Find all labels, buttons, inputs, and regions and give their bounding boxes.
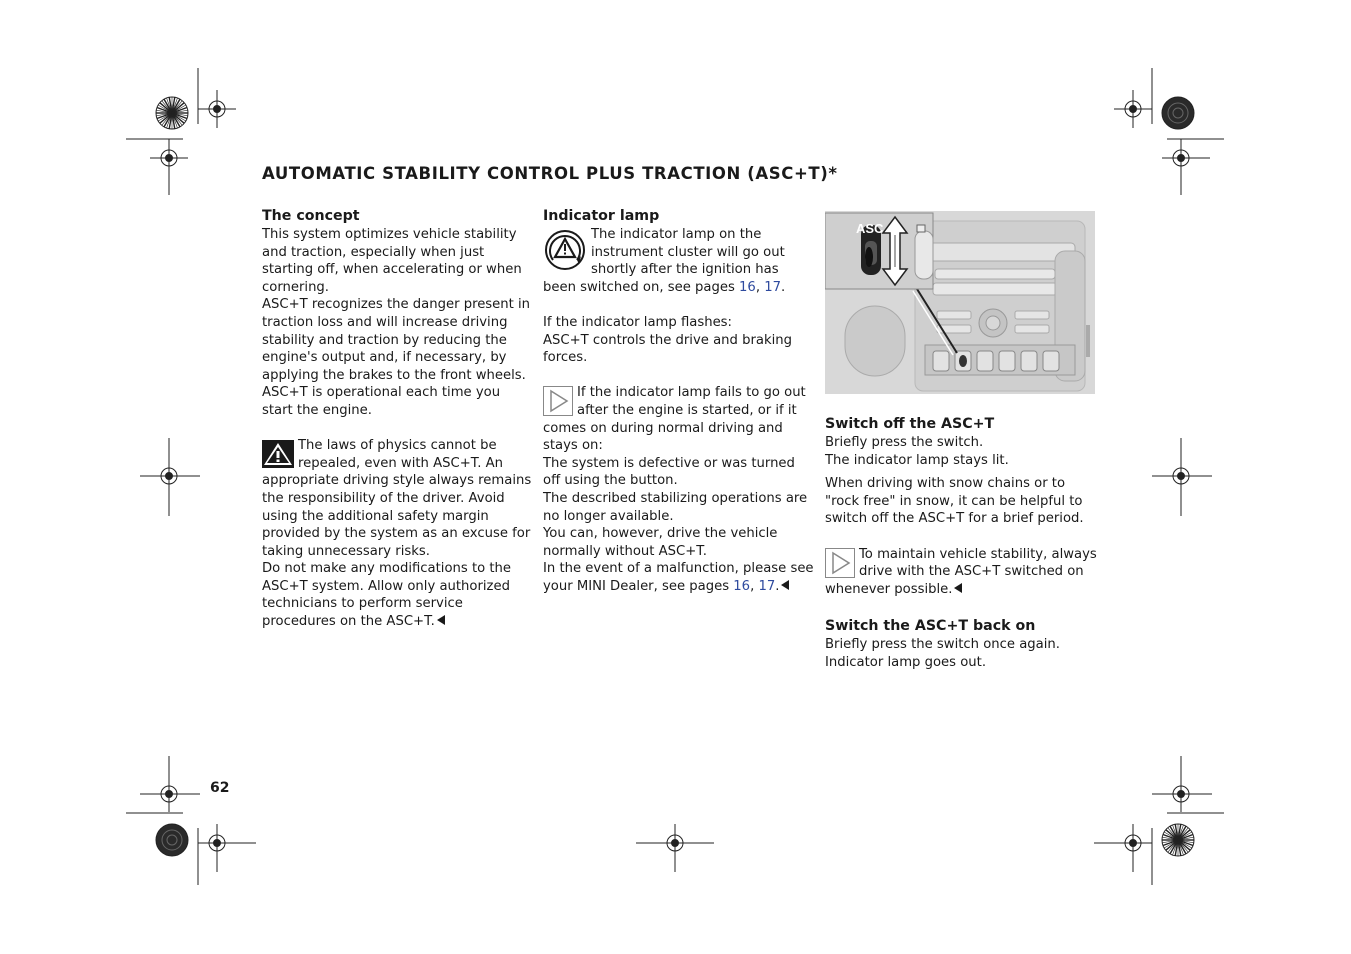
end-marker-icon bbox=[437, 615, 445, 625]
switch-off-step: Briefly press the switch. bbox=[825, 435, 984, 450]
warning-text: Do not make any modifications to the ASC+T system. Allow only authorized technicians to perform service procedures on the ASC+T. bbox=[262, 561, 512, 630]
dashboard-photo bbox=[825, 211, 1095, 394]
registration-target-icon bbox=[150, 139, 188, 177]
indicator-section bbox=[543, 206, 815, 595]
starburst-target-icon bbox=[155, 823, 189, 857]
asc-switch-illustration bbox=[825, 211, 1095, 394]
switch-off-step: The indicator lamp stays lit. bbox=[825, 452, 1009, 468]
registration-target-icon bbox=[1094, 824, 1152, 872]
switch-on-heading: Switch the ASC+T back on bbox=[825, 617, 1036, 634]
separator-text: , bbox=[755, 279, 765, 295]
registration-target-icon bbox=[1114, 90, 1152, 128]
switch-off-section bbox=[825, 414, 1100, 671]
registration-target-icon bbox=[140, 438, 200, 516]
indicator-text: The indicator lamp on the instrument cluster will go out shortly after the ignition has been switched on, see pages bbox=[543, 227, 785, 295]
note-text: In the event of a malfunction, please see your MINI Dealer, see pages bbox=[543, 561, 814, 594]
note-text: The described stabilizing operations are no longer available. bbox=[543, 490, 808, 524]
page-link[interactable]: 17 bbox=[764, 279, 781, 295]
note-text: To maintain vehicle stability, always drive with the ASC+T switched on whenever possible. bbox=[825, 546, 1097, 597]
note-block bbox=[543, 384, 815, 595]
registration-target-icon bbox=[140, 756, 200, 812]
registration-target-icon bbox=[1152, 438, 1212, 516]
switch-off-paragraph: When driving with snow chains or to "rock free" in snow, it can be helpful to switch off the ASC+T for a brief period. bbox=[825, 476, 1084, 527]
note-triangle-icon bbox=[543, 386, 573, 416]
indicator-intro bbox=[543, 226, 815, 296]
concept-heading: The concept bbox=[262, 208, 360, 224]
page-link[interactable]: 16 bbox=[733, 578, 751, 594]
asc-label: ASC bbox=[856, 221, 884, 236]
note-triangle-icon bbox=[825, 548, 855, 578]
indicator-flash-text: ASC+T controls the drive and braking forces. bbox=[543, 332, 792, 366]
registration-target-icon bbox=[636, 824, 714, 872]
registration-target-icon bbox=[1162, 139, 1200, 177]
note-text: The system is defective or was turned off using the button. bbox=[543, 455, 795, 489]
separator-text: , bbox=[750, 578, 759, 594]
period-text: . bbox=[775, 578, 780, 594]
page-link[interactable]: 16 bbox=[739, 279, 756, 295]
end-marker-icon bbox=[781, 580, 789, 590]
registration-target-icon bbox=[198, 90, 236, 128]
switch-on-step: Briefly press the switch once again. bbox=[825, 636, 1060, 652]
indicator-flash-intro: If the indicator lamp flashes: bbox=[543, 314, 732, 330]
starburst-target-icon bbox=[1161, 96, 1195, 130]
switch-off-heading: Switch off the ASC+T bbox=[825, 416, 995, 432]
starburst-target-icon bbox=[1161, 823, 1195, 857]
indicator-heading: Indicator lamp bbox=[543, 208, 660, 224]
warning-text: The laws of physics cannot be repealed, even with ASC+T. An appropriate driving style always remains the responsibility of the driver. Avoid using the additional safety margin provided by the system as an excuse for taking unnecessary risks. bbox=[262, 438, 532, 559]
warning-note bbox=[262, 437, 534, 631]
period-text: . bbox=[780, 279, 786, 295]
page-link[interactable]: 17 bbox=[758, 578, 776, 594]
page-title: AUTOMATIC STABILITY CONTROL PLUS TRACTION (ASC+T)* bbox=[262, 164, 838, 183]
concept-paragraph: This system optimizes vehicle stability and traction, especially when just starting off, when accelerating or when cornering. bbox=[262, 227, 522, 295]
switch-on-step: Indicator lamp goes out. bbox=[825, 654, 987, 670]
note-block bbox=[825, 546, 1100, 599]
concept-section bbox=[262, 206, 534, 631]
page-number: 62 bbox=[210, 780, 230, 796]
registration-target-icon bbox=[198, 824, 256, 872]
starburst-target-icon bbox=[155, 96, 189, 130]
warning-triangle-icon bbox=[262, 440, 294, 468]
registration-target-icon bbox=[1152, 756, 1212, 812]
asc-indicator-lamp-icon bbox=[543, 228, 587, 272]
note-text: You can, however, drive the vehicle normally without ASC+T. bbox=[543, 526, 778, 559]
concept-paragraph: ASC+T recognizes the danger present in traction loss and will increase driving stability and traction by reducing the engine's output and, if necessary, by applying the brakes to the front wheels. ASC+T is operational each time you start the engine. bbox=[262, 297, 531, 418]
note-text: If the indicator lamp fails to go out after the engine is started, or if it comes on during normal driving and stays on: bbox=[543, 385, 806, 454]
end-marker-icon bbox=[954, 583, 962, 593]
